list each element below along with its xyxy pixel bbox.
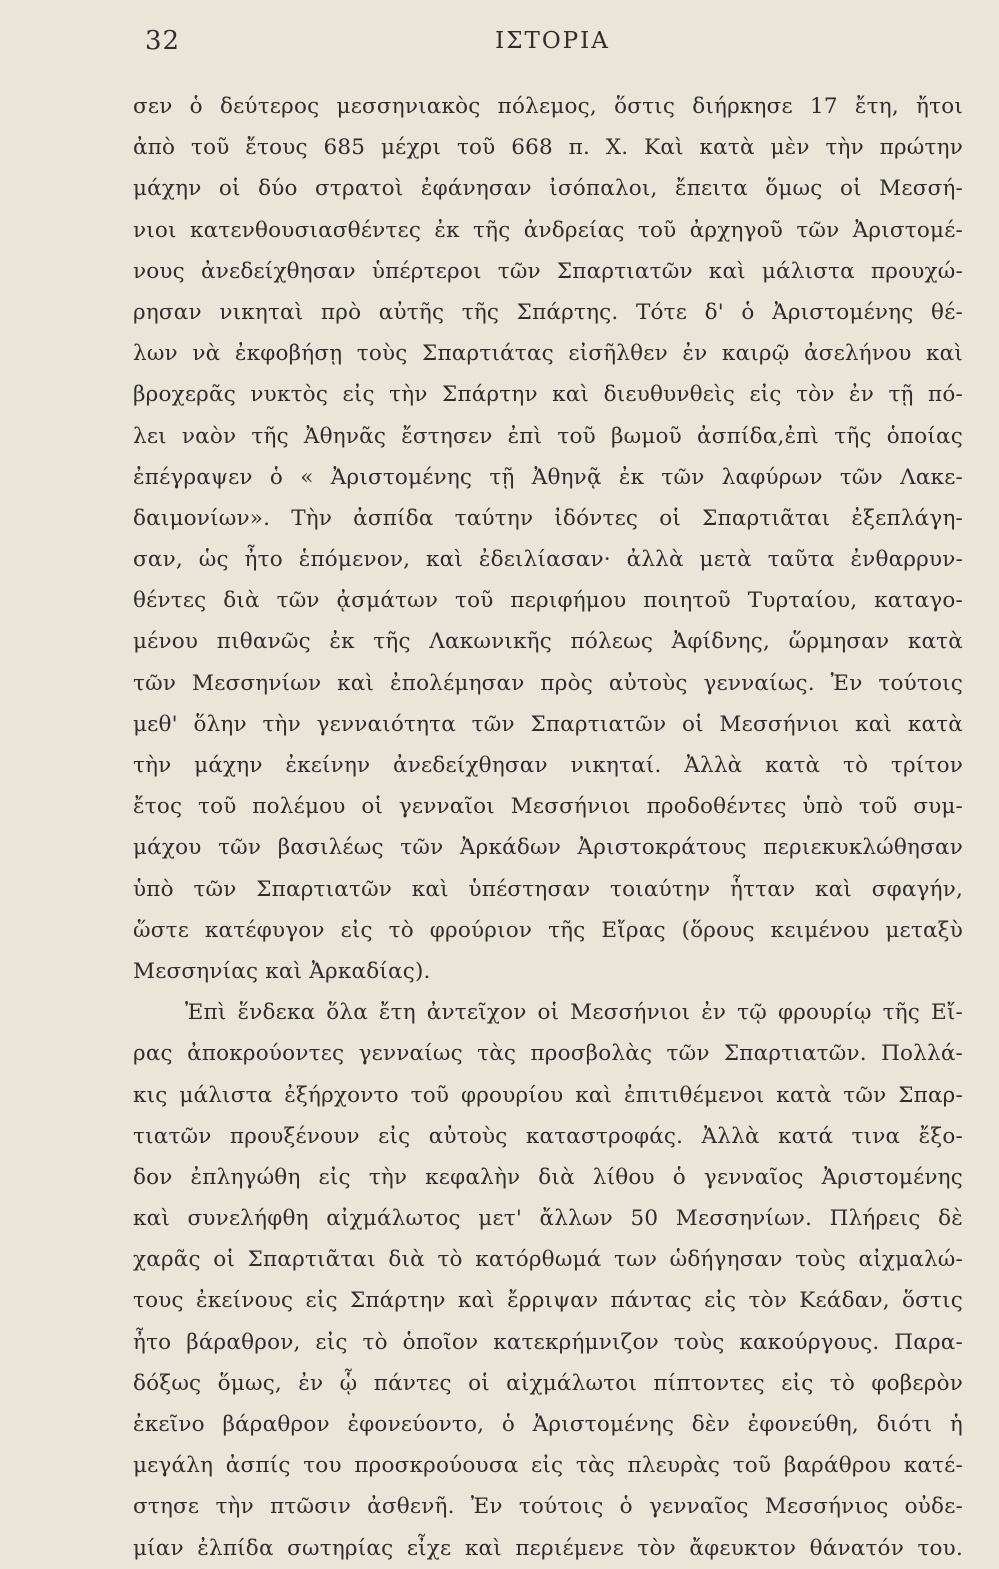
paragraph-end-line: Μεσσηνίας καὶ Ἀρκαδίας). <box>133 958 431 984</box>
text-line: λει ναὸν τῆς Ἀθηνᾶς ἔστησεν ἐπὶ τοῦ βωμοῦ ἀσπίδα,ἐπὶ τῆς ὁποίας <box>133 423 963 449</box>
text-line: δαιμονίων». Τὴν ἀσπίδα ταύτην ἰδόντες οἱ Σπαρτιᾶται ἐξεπλάγη- <box>133 505 963 531</box>
text-line: βροχερᾶς νυκτὸς εἰς τὴν Σπάρτην καὶ διευθυνθεὶς εἰς τὸν ἐν τῇ πό- <box>133 382 963 408</box>
text-line: ὑπὸ τῶν Σπαρτιατῶν καὶ ὑπέστησαν τοιαύτην ἧτταν καὶ σφαγήν, <box>133 876 963 902</box>
text-line: μεγάλη ἀσπίς του προσκρούουσα εἰς τὰς πλευρὰς τοῦ βαράθρου κατέ- <box>133 1453 963 1479</box>
text-line: ὥστε κατέφυγον εἰς τὸ φρούριον τῆς Εἴρας (ὅρους κειμένου μεταξὺ <box>133 917 963 943</box>
text-line: λων νὰ ἐκφοβήσῃ τοὺς Σπαρτιάτας εἰσῆλθεν ἐν καιρῷ ἀσελήνου καὶ <box>133 341 963 367</box>
text-line: μεθ' ὅλην τὴν γενναιότητα τῶν Σπαρτιατῶν οἱ Μεσσήνιοι καὶ κατὰ <box>133 711 963 737</box>
text-line: ἦτο βάραθρον, εἰς τὸ ὁποῖον κατεκρήμνιζον τοὺς κακούργους. Παρα- <box>133 1329 963 1355</box>
text-line: ρας ἀποκρούοντες γενναίως τὰς προσβολὰς τῶν Σπαρτιατῶν. Πολλά- <box>133 1041 963 1067</box>
text-line: ἀπὸ τοῦ ἔτους 685 μέχρι τοῦ 668 π. Χ. Καὶ κατὰ μὲν τὴν πρώτην <box>133 135 963 161</box>
text-line: σεν ὁ δεύτερος μεσσηνιακὸς πόλεμος, ὅστις διήρκησε 17 ἔτη, ἤτοι <box>133 94 963 119</box>
text-line: κις μάλιστα ἐξήρχοντο τοῦ φρουρίου καὶ ἐπιτιθέμενοι κατὰ τῶν Σπαρ- <box>133 1082 963 1108</box>
text-line: τους ἐκείνους εἰς Σπάρτην καὶ ἔρριψαν πάντας εἰς τὸν Κεάδαν, ὅστις <box>133 1288 963 1314</box>
body-text <box>133 86 963 1569</box>
text-line: δόξως ὅμως, ἐν ᾧ πάντες οἱ αἰχμάλωτοι πίπτοντες εἰς τὸ φοβερὸν <box>133 1370 963 1396</box>
text-line: μένου πιθανῶς ἐκ τῆς Λακωνικῆς πόλεως Ἀφίδνης, ὥρμησαν κατὰ <box>133 629 963 655</box>
page-number: 32 <box>145 26 181 56</box>
text-line: τῶν Μεσσηνίων καὶ ἐπολέμησαν πρὸς αὐτοὺς γενναίως. Ἐν τούτοις <box>133 670 963 696</box>
running-title: ΙΣΤΟΡΙΑ <box>495 28 610 54</box>
text-line: ἐπέγραψεν ὁ « Ἀριστομένης τῇ Ἀθηνᾷ ἐκ τῶν λαφύρων τῶν Λακε- <box>133 464 963 490</box>
text-line: μάχην οἱ δύο στρατοὶ ἐφάνησαν ἰσόπαλοι, ἔπειτα ὅμως οἱ Μεσσή- <box>133 176 963 202</box>
text-line: στησε τὴν πτῶσιν ἀσθενῆ. Ἐν τούτοις ὁ γενναῖος Μεσσήνιος οὐδε- <box>133 1494 963 1520</box>
text-line: νιοι κατενθουσιασθέντες ἐκ τῆς ἀνδρείας τοῦ ἀρχηγοῦ τῶν Ἀριστομέ- <box>133 217 963 243</box>
text-line: δον ἐπληγώθη εἰς τὴν κεφαλὴν διὰ λίθου ὁ γενναῖος Ἀριστομένης <box>133 1164 963 1190</box>
text-line: ἔτος τοῦ πολέμου οἱ γενναῖοι Μεσσήνιοι προδοθέντες ὑπὸ τοῦ συμ- <box>133 794 963 820</box>
text-line: τὴν μάχην ἐκείνην ἀνεδείχθησαν νικηταί. Ἀλλὰ κατὰ τὸ τρίτον <box>133 753 963 778</box>
text-line: νους ἀνεδείχθησαν ὑπέρτεροι τῶν Σπαρτιατῶν καὶ μάλιστα προυχώ- <box>133 258 963 284</box>
text-line: ἐκεῖνο βάραθρον ἐφονεύοντο, ὁ Ἀριστομένης δὲν ἐφονεύθη, διότι ἡ <box>133 1412 963 1437</box>
text-line: μάχου τῶν βασιλέως τῶν Ἀρκάδων Ἀριστοκράτους περιεκυκλώθησαν <box>133 835 963 861</box>
text-line: χαρᾶς οἱ Σπαρτιᾶται διὰ τὸ κατόρθωμά των ὡδήγησαν τοὺς αἰχμαλώ- <box>133 1247 963 1273</box>
text-line: σαν, ὡς ἦτο ἑπόμενον, καὶ ἐδειλίασαν· ἀλλὰ μετὰ ταῦτα ἐνθαρρυν- <box>133 547 963 573</box>
text-line: τιατῶν προυξένουν εἰς αὐτοὺς καταστροφάς. Ἀλλὰ κατά τινα ἔξο- <box>133 1123 963 1149</box>
paragraph-start-line: Ἐπὶ ἕνδεκα ὅλα ἔτη ἀντεῖχον οἱ Μεσσήνιοι ἐν τῷ φρουρίῳ τῆς Εἴ- <box>185 1000 963 1026</box>
page-header <box>145 26 960 66</box>
text-line: μίαν ἐλπίδα σωτηρίας εἶχε καὶ περιέμενε τὸν ἄφευκτον θάνατόν του. <box>133 1535 963 1561</box>
text-line: ρησαν νικηταὶ πρὸ αὐτῆς τῆς Σπάρτης. Τότε δ' ὁ Ἀριστομένης θέ- <box>133 299 963 325</box>
text-line: καὶ συνελήφθη αἰχμάλωτος μετ' ἄλλων 50 Μεσσηνίων. Πλήρεις δὲ <box>133 1206 963 1232</box>
text-line: θέντες διὰ τῶν ᾀσμάτων τοῦ περιφήμου ποιητοῦ Τυρταίου, καταγο- <box>133 588 963 614</box>
